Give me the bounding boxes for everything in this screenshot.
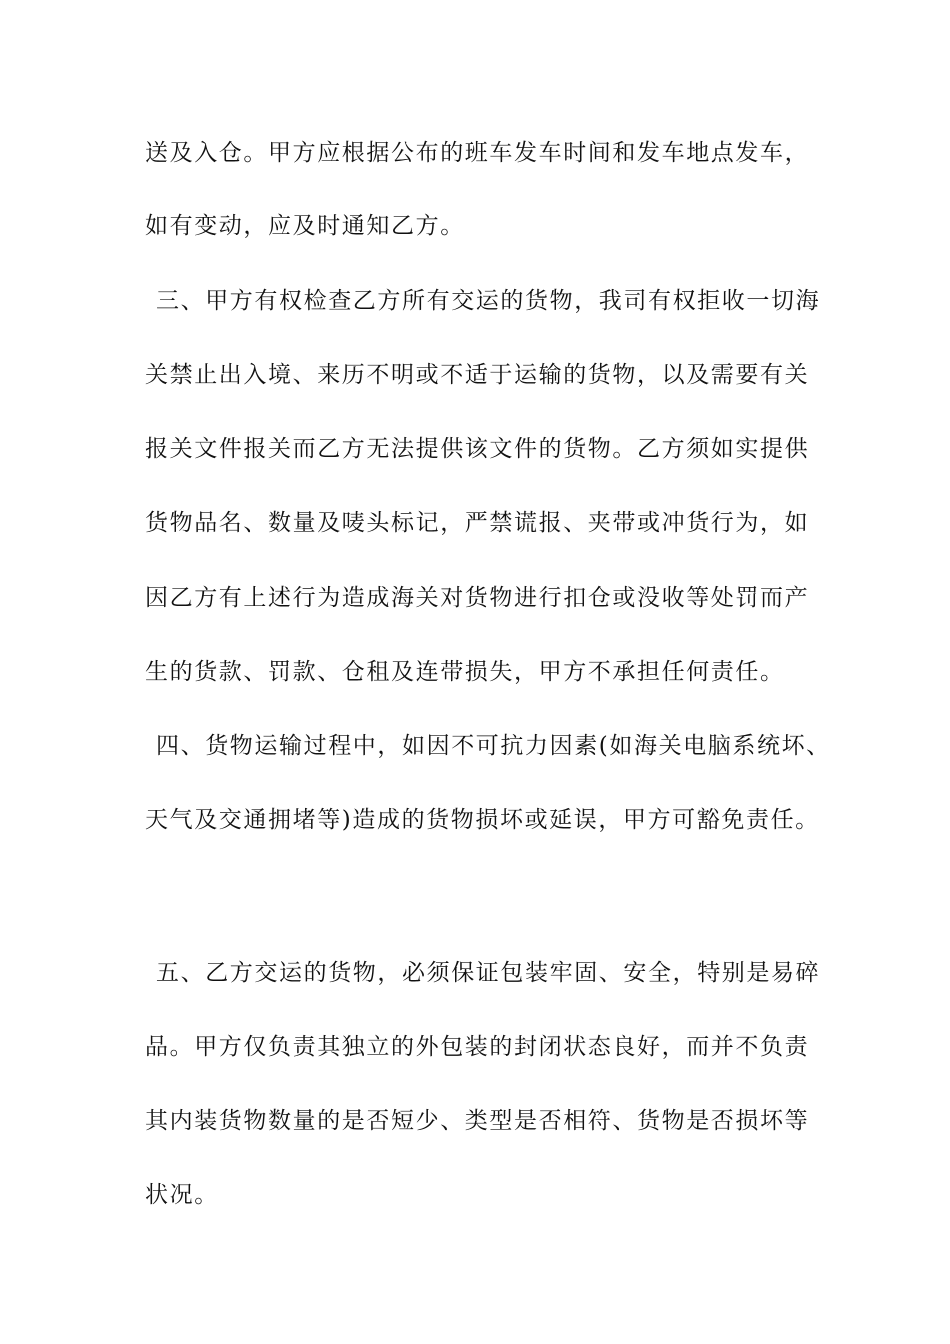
- text-line: 货物品名、数量及唛头标记，严禁谎报、夹带或冲货行为，如: [145, 510, 810, 536]
- text-line: 送及入仓。甲方应根据公布的班车发车时间和发车地点发车，: [145, 140, 810, 166]
- text-line: 报关文件报关而乙方无法提供该文件的货物。乙方须如实提供: [145, 436, 810, 462]
- text-line: 天气及交通拥堵等)造成的货物损坏或延误，甲方可豁免责任。: [145, 807, 820, 833]
- section-5-heading-line: 五、乙方交运的货物，必须保证包装牢固、安全，特别是易碎: [156, 960, 821, 986]
- text-line: 因乙方有上述行为造成海关对货物进行扣仓或没收等处罚而产: [145, 585, 810, 611]
- section-4-heading-line: 四、货物运输过程中，如因不可抗力因素(如海关电脑系统坏、: [156, 733, 831, 759]
- text-line: 其内装货物数量的是否短少、类型是否相符、货物是否损坏等: [145, 1108, 810, 1134]
- text-line: 关禁止出入境、来历不明或不适于运输的货物，以及需要有关: [145, 362, 810, 388]
- text-line: 生的货款、罚款、仓租及连带损失，甲方不承担任何责任。: [145, 659, 785, 685]
- text-line: 如有变动，应及时通知乙方。: [145, 213, 465, 239]
- text-line: 状况。: [145, 1182, 219, 1208]
- text-line: 品。甲方仅负责其独立的外包装的封闭状态良好，而并不负责: [145, 1034, 810, 1060]
- section-3-heading-line: 三、甲方有权检查乙方所有交运的货物，我司有权拒收一切海: [156, 288, 821, 314]
